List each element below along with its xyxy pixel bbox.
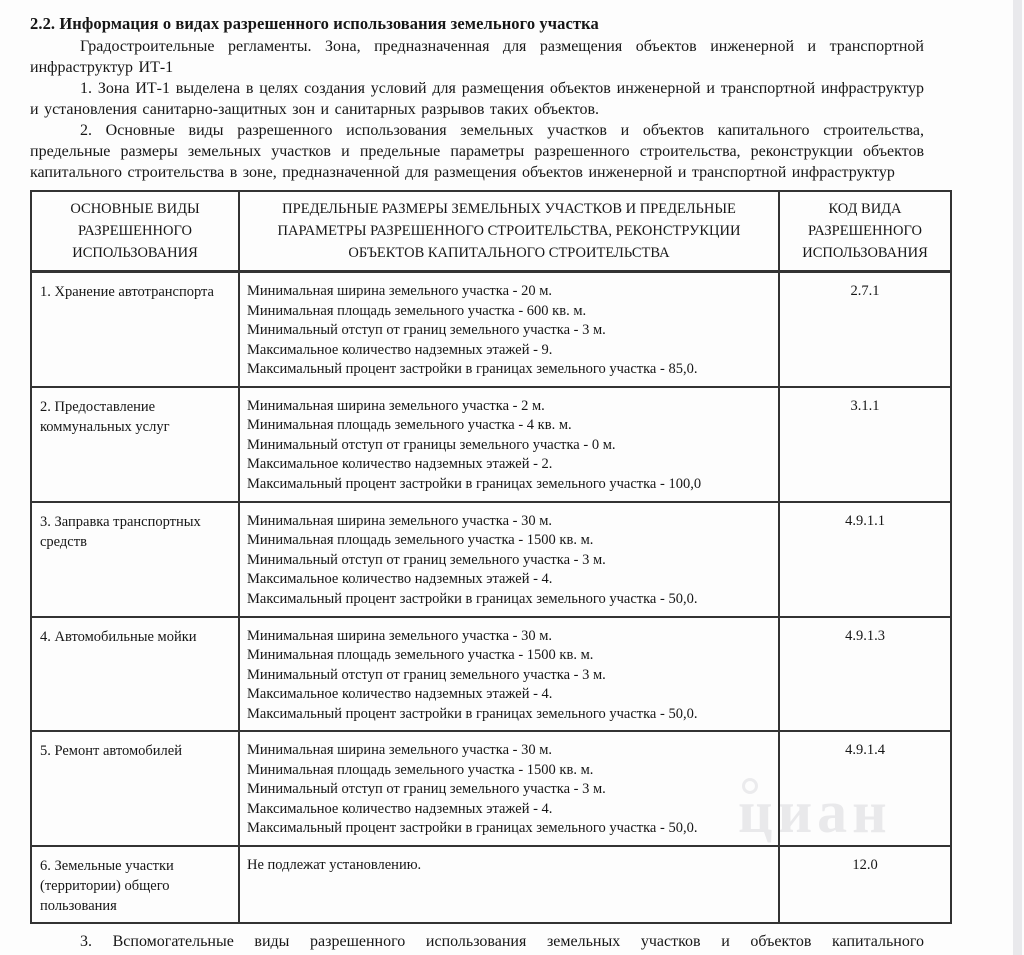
param-line: Максимальное количество надземных этажей - 4. (247, 571, 553, 587)
table-row-4 (31, 617, 951, 732)
column-header-main-uses: ОСНОВНЫЕ ВИДЫ РАЗРЕШЕННОГО ИСПОЛЬЗОВАНИЯ (31, 191, 239, 272)
table-header-row (31, 191, 951, 272)
document-content (30, 13, 928, 952)
param-line: Максимальный процент застройки в границах земельного участка - 50,0. (247, 590, 698, 607)
param-line: Минимальная ширина земельного участка - 2 м. (247, 397, 545, 414)
param-line: Минимальный отступ от границ земельного участка - 3 м. (247, 322, 606, 338)
use-code-cell: 2.7.1 (779, 272, 951, 387)
use-code-cell: 3.1.1 (779, 387, 951, 502)
cian-watermark: циан (738, 779, 892, 845)
param-line: Минимальная площадь земельного участка - 4 кв. м. (247, 417, 572, 433)
parameters-cell (239, 617, 779, 732)
table-row-2 (31, 387, 951, 502)
paragraph-zone-purpose: 1. Зона ИТ-1 выделена в целях создания условий для размещения объектов инженерной и транспортной инфраструктур и установления санитарно-защитных зон и санитарных разрывов таких объектов. (30, 80, 924, 118)
param-line: Максимальный процент застройки в границах земельного участка - 85,0. (247, 361, 698, 377)
table-row-5 (31, 731, 951, 846)
column-header-use-code: КОД ВИДА РАЗРЕШЕННОГО ИСПОЛЬЗОВАНИЯ (779, 191, 951, 272)
section-heading: 2.2. Информация о видах разрешенного использования земельного участка (30, 14, 599, 33)
param-line: Максимальное количество надземных этажей - 9. (247, 341, 553, 358)
parameters-cell (239, 731, 779, 846)
param-line: Минимальный отступ от границ земельного участка - 3 м. (247, 551, 606, 568)
param-line: Минимальная площадь земельного участка - 1500 кв. м. (247, 647, 594, 663)
use-code-cell: 12.0 (779, 846, 951, 923)
paragraph-town-planning-regulations: Градостроительные регламенты. Зона, предназначенная для размещения объектов инженерной и транспортной инфраструктур ИТ-1 (30, 38, 924, 76)
parameters-cell (239, 846, 779, 923)
land-use-table (30, 190, 952, 924)
param-line: Максимальный процент застройки в границах земельного участка - 50,0. (247, 705, 698, 722)
param-line: Минимальная площадь земельного участка - 1500 кв. м. (247, 761, 594, 778)
use-code-cell: 4.9.1.3 (779, 617, 951, 732)
table-row-6 (31, 846, 951, 923)
scan-edge-shadow (1013, 0, 1022, 955)
param-line: Минимальная ширина земельного участка - 20 м. (247, 283, 553, 299)
use-type-cell: 2. Предоставление коммунальных услуг (31, 387, 239, 502)
param-line: Максимальный процент застройки в границах земельного участка - 50,0. (247, 820, 698, 836)
table-row-1 (31, 272, 951, 387)
parameters-cell (239, 272, 779, 387)
param-line: Максимальное количество надземных этажей - 2. (247, 456, 553, 472)
parameters-cell (239, 502, 779, 617)
param-line: Минимальная площадь земельного участка - 600 кв. м. (247, 302, 587, 319)
paragraph-auxiliary-uses: 3. Вспомогательные виды разрешенного использования земельных участков и объектов капитального (80, 932, 924, 950)
use-code-cell: 4.9.1.4 (779, 731, 951, 846)
param-line: Минимальная ширина земельного участка - 30 м. (247, 512, 553, 529)
param-line: Минимальный отступ от границ земельного участка - 3 м. (247, 666, 606, 683)
param-line: Минимальный отступ от границы земельного участка - 0 м. (247, 436, 616, 453)
use-type-cell: 1. Хранение автотранспорта (31, 272, 239, 387)
param-line: Максимальное количество надземных этажей - 4. (247, 800, 553, 817)
table-row-3 (31, 502, 951, 617)
use-code-cell: 4.9.1.1 (779, 502, 951, 617)
column-header-limit-parameters: ПРЕДЕЛЬНЫЕ РАЗМЕРЫ ЗЕМЕЛЬНЫХ УЧАСТКОВ И ПРЕДЕЛЬНЫЕ ПАРАМЕТРЫ РАЗРЕШЕННОГО СТРОИТЕЛЬСТВА, РЕКОНСТРУКЦИИ ОБЪЕКТОВ КАПИТАЛЬНОГО СТРОИТЕЛЬСТВА (239, 191, 779, 272)
param-line: Не подлежат установлению. (247, 856, 422, 873)
use-type-cell: 4. Автомобильные мойки (31, 617, 239, 732)
paragraph-main-uses-intro: 2. Основные виды разрешенного использования земельных участков и объектов капитального строительства, предельные размеры земельных участков и предельные параметры разрешенного строительства, реконструкции объектов капитального строительства в зоне, предназначенной для размещения объектов инженерной и транспортной инфраструктур (30, 122, 924, 181)
use-type-cell: 6. Земельные участки (территории) общего пользования (31, 846, 239, 923)
param-line: Минимальная ширина земельного участка - 30 м. (247, 627, 553, 644)
param-line: Минимальная площадь земельного участка - 1500 кв. м. (247, 532, 594, 548)
parameters-cell (239, 387, 779, 502)
param-line: Минимальная ширина земельного участка - 30 м. (247, 742, 553, 758)
param-line: Минимальный отступ от границ земельного участка - 3 м. (247, 781, 606, 797)
use-type-cell: 5. Ремонт автомобилей (31, 731, 239, 846)
param-line: Максимальное количество надземных этажей - 4. (247, 686, 553, 702)
param-line: Максимальный процент застройки в границах земельного участка - 100,0 (247, 475, 702, 492)
use-type-cell: 3. Заправка транспортных средств (31, 502, 239, 617)
